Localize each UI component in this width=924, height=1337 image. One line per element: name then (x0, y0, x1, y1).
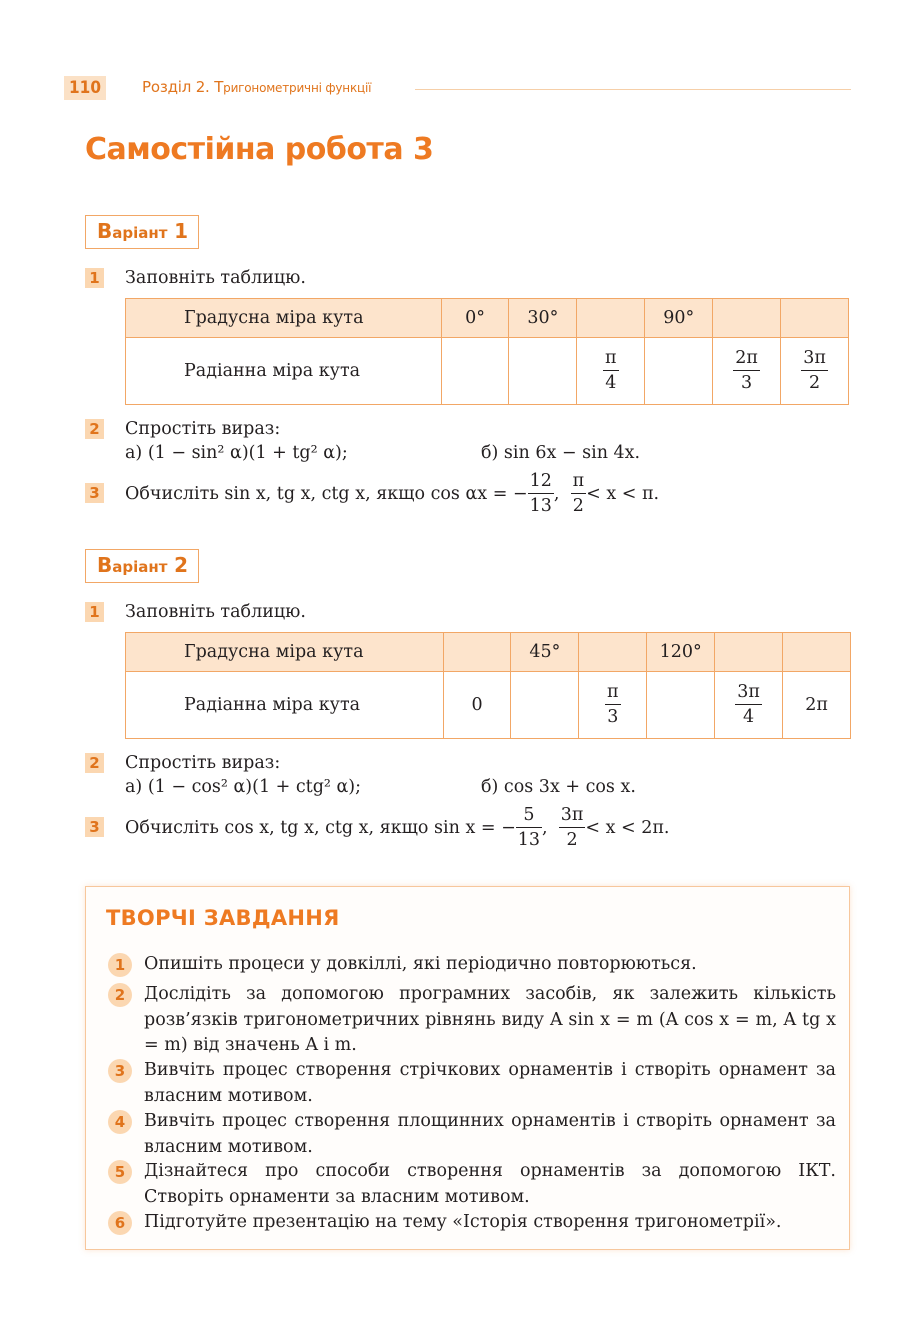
task-text: Заповніть таблицю. (125, 268, 306, 288)
table-row (126, 299, 849, 338)
table-cell (781, 338, 849, 405)
table-cell (713, 299, 781, 338)
page-title: Самостійна робота 3 (85, 132, 434, 167)
task-number: 2 (85, 753, 104, 773)
fraction: $\frac{3\pi}{2}$ (803, 347, 826, 393)
running-header (142, 78, 371, 96)
fraction: $\frac{2\pi}{3}$ (735, 347, 758, 393)
condition: cos αx = − (430, 484, 528, 504)
chapter-title-rest: ригонометричні функції (223, 81, 372, 95)
expression-b: б) cos 3x + cos x. (481, 777, 636, 797)
variant-2-heading: Варіант 2 (85, 549, 199, 583)
table-cell (577, 299, 645, 338)
creative-tasks-title: ТВОРЧІ ЗАВДАННЯ (106, 906, 340, 930)
fraction: $\frac{3\pi}{4}$ (737, 681, 760, 727)
table-cell (509, 338, 577, 405)
expression-b: б) sin 6x − sin 4x. (481, 443, 641, 463)
radian-row-label: Радіанна міра кута (126, 338, 442, 405)
table-cell: 2π (783, 672, 851, 739)
fraction: $\frac{\pi}{2}$ (572, 470, 585, 516)
fraction: $\frac{12}{13}$ (529, 470, 552, 516)
page-number: 110 (64, 76, 106, 100)
task-number: 3 (85, 483, 104, 503)
task-number: 1 (85, 602, 104, 622)
table-cell: 0° (441, 299, 509, 338)
table-cell: 120° (647, 633, 715, 672)
task-text: Обчисліть cos x, tg x, ctg x, якщо sin x = − $\frac{5}{13}$ , $\frac{3\pi}{2}$ < x < 2π. (125, 804, 670, 850)
task-text: Спростіть вираз: (125, 753, 281, 773)
header-rule (415, 89, 851, 90)
expression-a: а) (1 − cos² α)(1 + ctg² α); (125, 777, 362, 797)
radian-row-label: Радіанна міра кута (126, 672, 444, 739)
task-text: Заповніть таблицю. (125, 602, 306, 622)
table-cell (577, 338, 645, 405)
range: < x < 2π. (585, 818, 670, 838)
expression-a: а) (1 − sin² α)(1 + tg² α); (125, 443, 348, 463)
fraction: $\frac{\pi}{3}$ (607, 681, 619, 727)
item-number: 1 (108, 953, 132, 977)
degree-row-label: Градусна міра кута (126, 299, 442, 338)
table-cell (579, 672, 647, 739)
chapter-label: Розділ 2. (142, 78, 210, 96)
table-cell: 45° (511, 633, 579, 672)
task-number: 1 (85, 268, 104, 288)
angle-table-2 (125, 632, 851, 739)
task-text: Обчисліть sin x, tg x, ctg x, якщо cos αx = − $\frac{12}{13}$ , $\frac{\pi}{2}$ < x < π. (125, 470, 660, 516)
list-item: Підготуйте презентацію на тему «Історія створення тригонометрії». (144, 1212, 782, 1232)
list-item: Дізнайтеся про способи створення орнаментів за допомогою ІКТ. Створіть орнаменти за власним мотивом. (144, 1161, 836, 1207)
angle-table-1 (125, 298, 849, 405)
list-item: Дослідіть за допомогою програмних засобів, як залежить кількість розв’язків тригонометричних рівнянь виду A sin x = m (A cos x = m, A tg x = m) від значень A і m. (144, 984, 836, 1055)
item-number: 3 (108, 1059, 132, 1083)
item-number: 2 (108, 983, 132, 1007)
chapter-title-first: Т (214, 78, 224, 96)
table-cell: 0 (443, 672, 511, 739)
list-item: Вивчіть процес створення стрічкових орнаментів і створіть орнамент за власним мотивом. (144, 1060, 836, 1106)
table-cell (443, 633, 511, 672)
list-item: Опишіть процеси у довкіллі, які періодично повторюються. (144, 954, 697, 974)
table-cell: 30° (509, 299, 577, 338)
range: < x < π. (586, 484, 660, 504)
table-cell (645, 338, 713, 405)
fraction: $\frac{\pi}{4}$ (605, 347, 617, 393)
task-text: Спростіть вираз: (125, 419, 281, 439)
fraction: $\frac{5}{13}$ (517, 804, 541, 850)
table-row (126, 672, 851, 739)
fraction: $\frac{3\pi}{2}$ (560, 804, 584, 850)
item-number: 6 (108, 1211, 132, 1235)
list-item: Вивчіть процес створення площинних орнаментів і створіть орнамент за власним мотивом. (144, 1111, 836, 1157)
table-cell (781, 299, 849, 338)
variant-1-heading: Варіант 1 (85, 215, 199, 249)
table-cell (579, 633, 647, 672)
item-number: 5 (108, 1160, 132, 1184)
table-row (126, 338, 849, 405)
item-number: 4 (108, 1110, 132, 1134)
table-cell (713, 338, 781, 405)
table-cell (511, 672, 579, 739)
table-cell (647, 672, 715, 739)
table-cell (783, 633, 851, 672)
task-number: 3 (85, 817, 104, 837)
table-row (126, 633, 851, 672)
table-cell (441, 338, 509, 405)
condition: sin x = − (434, 818, 516, 838)
task-number: 2 (85, 419, 104, 439)
table-cell (715, 633, 783, 672)
table-cell: 90° (645, 299, 713, 338)
table-cell (715, 672, 783, 739)
degree-row-label: Градусна міра кута (126, 633, 444, 672)
